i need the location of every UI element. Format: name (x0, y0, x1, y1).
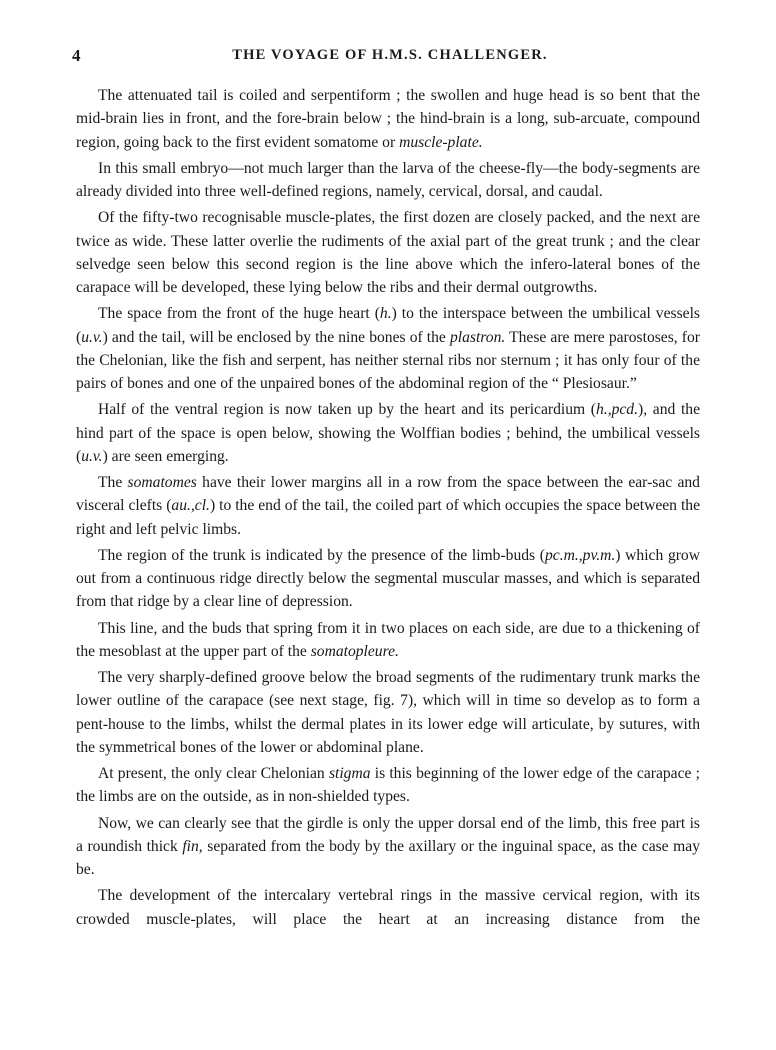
paragraph: The very sharply-defined groove below the broad segments of the rudimentary trunk marks the lower outline of the carapace (see next stage, fig. 7), which will in time so develop as to form a pent-house to the limbs, whilst the dermal plates in its lower edge will articulate, by sutures, with the symmetrical bones of the lower or abdominal plane. (76, 669, 700, 756)
paragraph: Now, we can clearly see that the girdle is only the upper dorsal end of the limb, this free part is a roundish thick fin, separated from the body by the axillary or the inguinal space, as the case may be. (76, 814, 700, 878)
paragraph: Of the fifty-two recognisable muscle-plates, the first dozen are closely packed, and the next are twice as wide. These latter overlie the rudiments of the axial part of the great trunk ; and the clear selvedge seen below this second region is the line above which the infero-lateral bones of the carapace will be developed, these lying below the ribs and their dermal outgrowths. (76, 209, 700, 296)
paragraph: Half of the ventral region is now taken up by the heart and its pericardium (h.,pcd.), and the hind part of the space is open below, showing the Wolffian bodies ; behind, the umbilical vessels (u.v.) are seen emerging. (76, 401, 700, 465)
paragraph: The region of the trunk is indicated by the presence of the limb-buds (pc.m.,pv.m.) which grow out from a continuous ridge directly below the segmental muscular masses, and which is separated from that ridge by a clear line of depression. (76, 546, 700, 611)
paragraph: This line, and the buds that spring from it in two places on each side, are due to a thickening of the mesoblast at the upper part of the somatopleure. (76, 619, 700, 660)
paragraph: In this small embryo—not much larger than the larva of the cheese-fly—the body-segments are already divided into three well-defined regions, namely, cervical, dorsal, and caudal. (76, 159, 700, 200)
page-number: 4 (72, 46, 81, 65)
page-header (72, 46, 708, 68)
paragraph: The attenuated tail is coiled and serpentiform ; the swollen and huge head is so bent that the mid-brain lies in front, and the fore-brain below ; the hind-brain is a long, sub-arcuate, compound region, going back to the first evident somatome or muscle-plate. (76, 87, 700, 151)
body-text (76, 84, 700, 931)
paragraph: The somatomes have their lower margins all in a row from the space between the ear-sac and visceral clefts (au.,cl.) to the end of the tail, the coiled part of which occupies the space between the right and left pelvic limbs. (76, 474, 700, 538)
paragraph: The development of the intercalary vertebral rings in the massive cervical region, with its crowded muscle-plates, will place the heart at an increasing distance from the (76, 887, 700, 928)
paragraph: The space from the front of the huge heart (h.) to the interspace between the umbilical vessels (u.v.) and the tail, will be enclosed by the nine bones of the plastron. These are mere parostoses, for the Chelonian, like the fish and serpent, has neither sternal ribs nor sternum ; it has only four of the pairs of bones and one of the unpaired bones of the abdominal region of the “ Plesiosaur.” (76, 305, 700, 392)
paragraph: At present, the only clear Chelonian stigma is this beginning of the lower edge of the carapace ; the limbs are on the outside, as in non-shielded types. (76, 765, 700, 806)
running-title: THE VOYAGE OF H.M.S. CHALLENGER. (232, 47, 548, 63)
